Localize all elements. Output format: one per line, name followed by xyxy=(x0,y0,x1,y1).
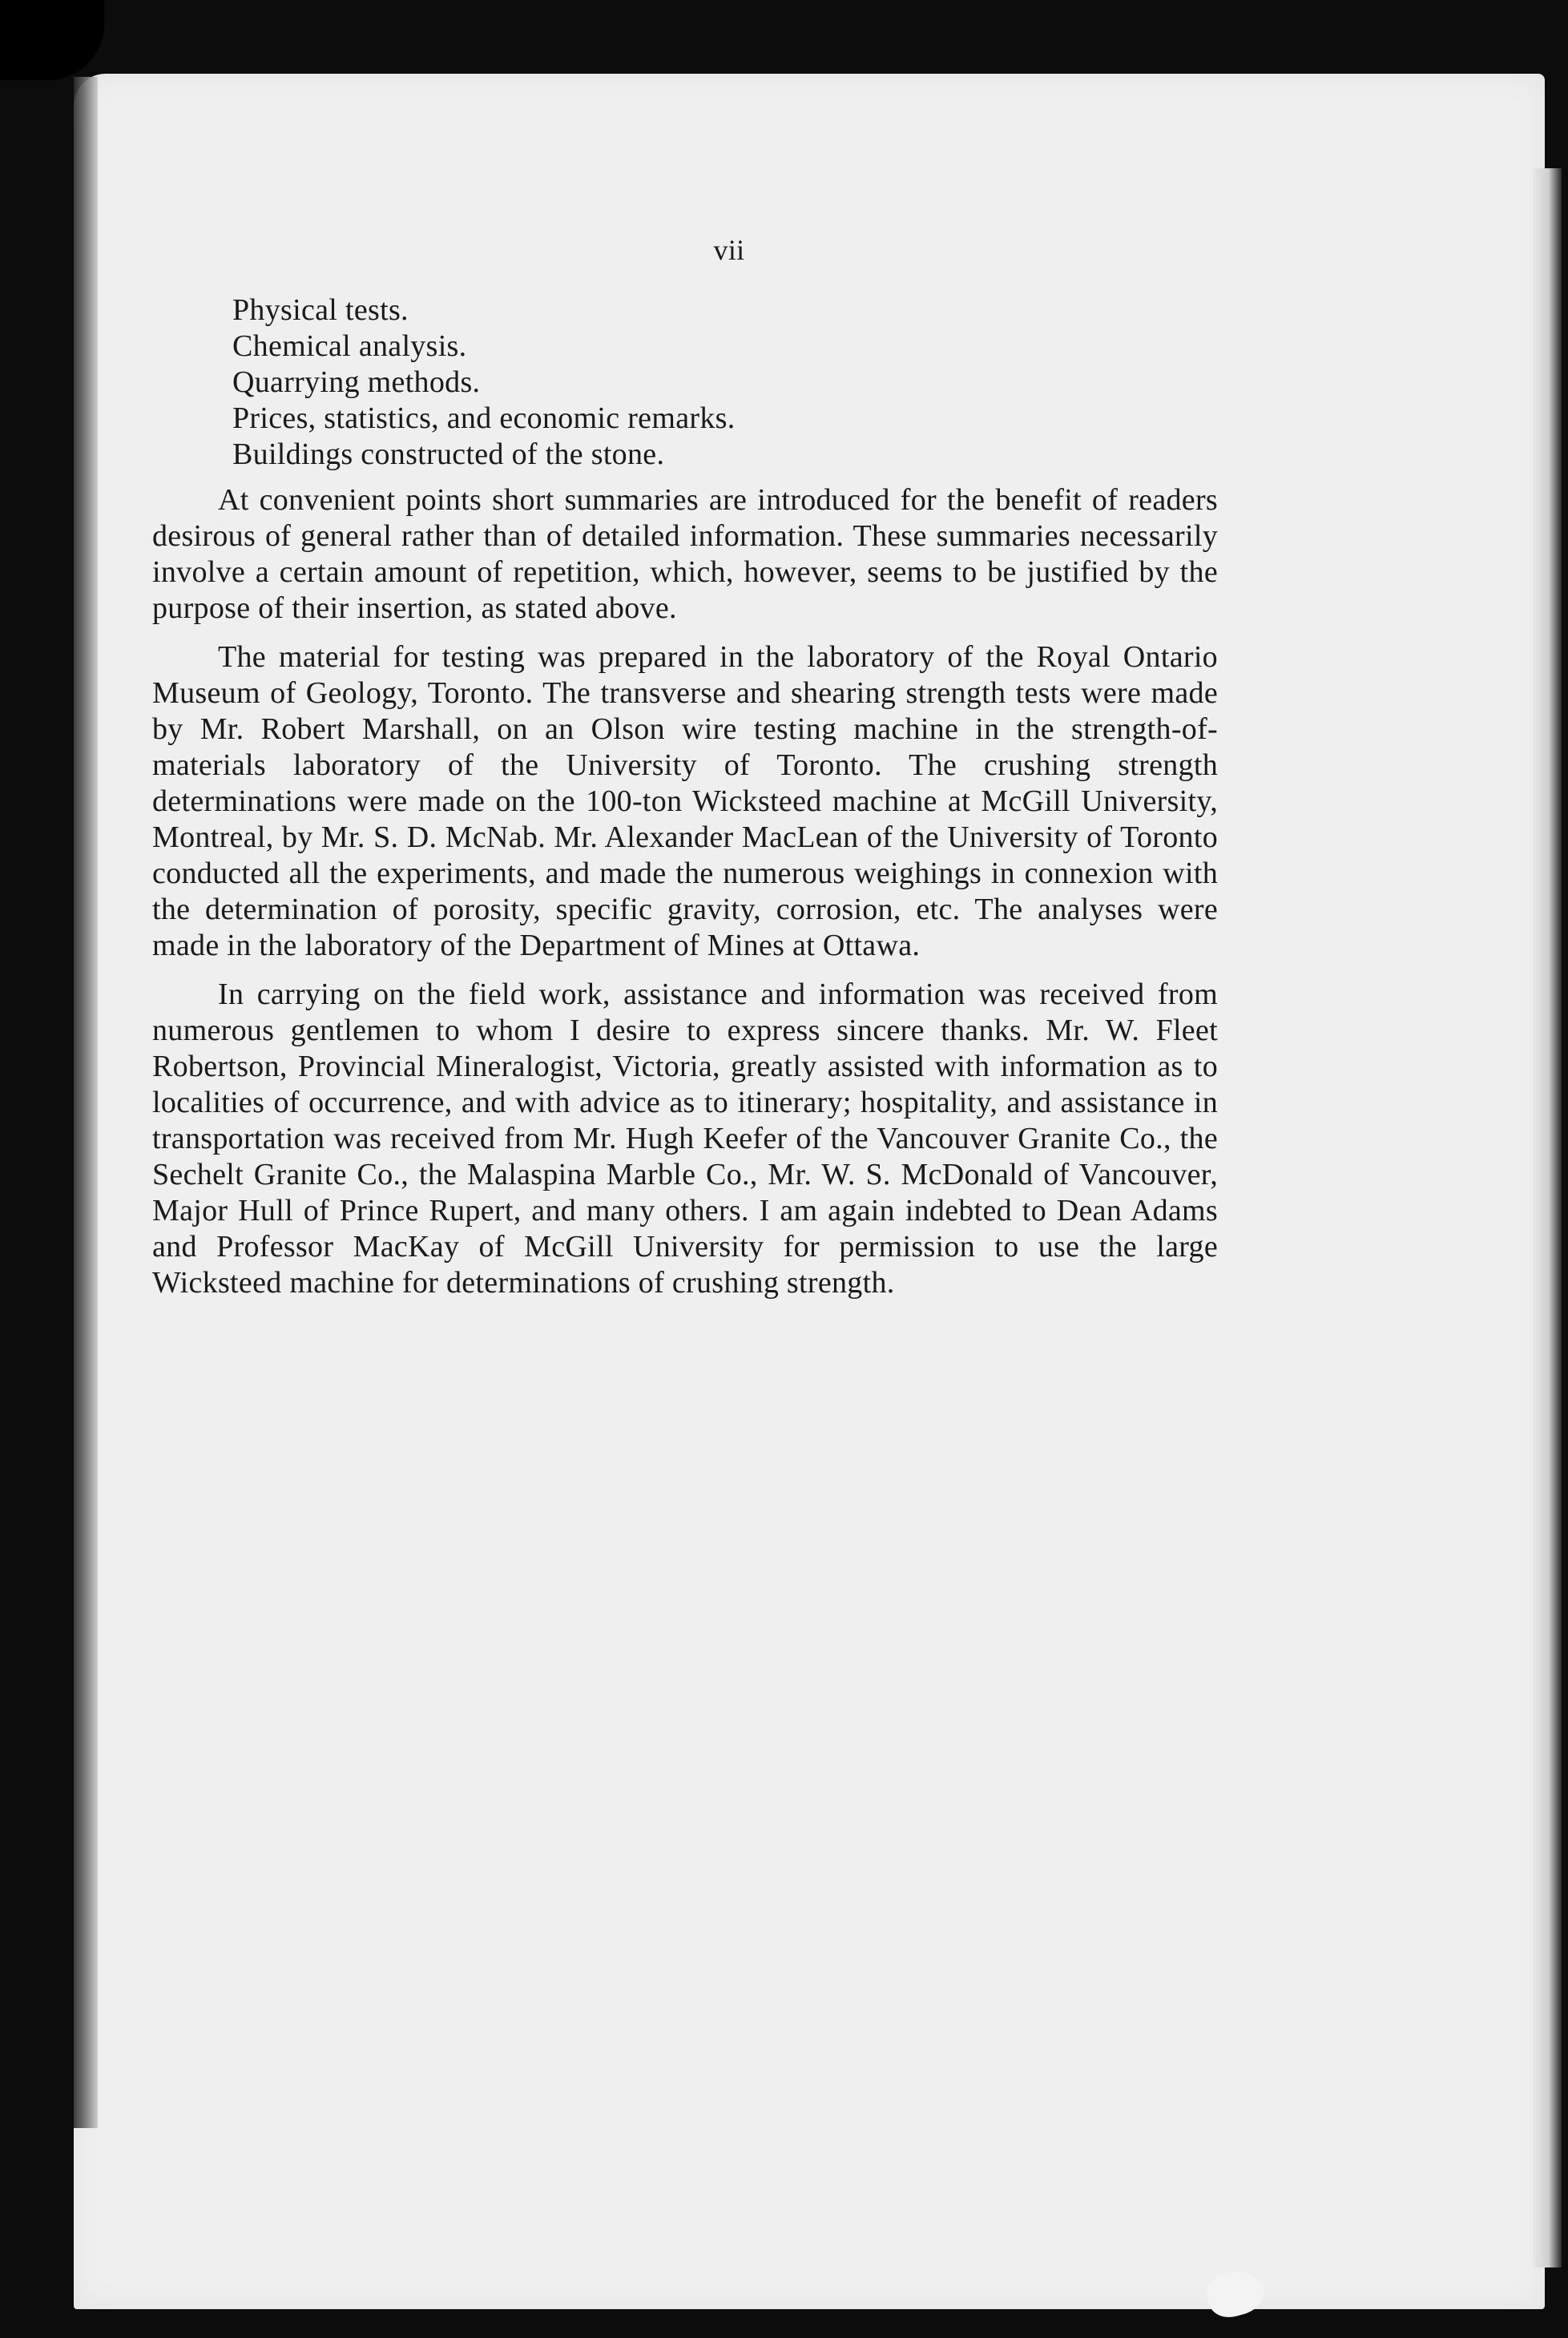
paragraph-testing: The material for testing was prepared in the laboratory of the Royal Ontario Museum of Geology, Toronto. The transverse and shearing strength tests were made by Mr. Robert Marshall, on an Olson wire testing machine in the strength-of-materials laboratory of the University of Toronto. The crushing strength determinations were made on the 100-ton Wicksteed machine at McGill University, Montreal, by Mr. S. D. McNab. Mr. Alexander MacLean of the University of Toronto conducted all the experiments, and made the numerous weighings in connexion with the determination of porosity, specific gravity, corrosion, etc. The analyses were made in the laboratory of the Department of Mines at Ottawa. xyxy=(152,640,1218,962)
paragraph-summaries: At convenient points short summaries are introduced for the benefit of readers desirous of general rather than of detailed information. These summaries necessarily involve a certain amount of repetition, which, however, seems to be justified by the purpose of their insertion, as stated above. xyxy=(152,483,1218,625)
list-item: Buildings constructed of the stone. xyxy=(232,437,665,471)
page-number: vii xyxy=(713,234,745,266)
paragraph-acknowledgements: In carrying on the field work, assistance and information was received from numerous gentlemen to whom I desire to express sincere thanks. Mr. W. Fleet Robertson, Provincial Mineralogist, Victoria, greatly assisted with information as to localities of occurrence, and with advice as to itinerary; hospitality, and assistance in transportation was received from Mr. Hugh Keefer of the Vancouver Granite Co., the Sechelt Granite Co., the Malaspina Marble Co., Mr. W. S. McDonald of Vancouver, Major Hull of Prince Rupert, and many others. I am again indebted to Dean Adams and Professor MacKay of McGill University for permission to use the large Wicksteed machine for determinations of crushing strength. xyxy=(152,978,1218,1300)
contents-list xyxy=(232,292,1218,473)
list-item: Physical tests. xyxy=(232,293,409,327)
list-item: Quarrying methods. xyxy=(232,365,481,399)
list-item: Prices, statistics, and economic remarks. xyxy=(232,401,736,435)
list-item: Chemical analysis. xyxy=(232,329,467,363)
page-content xyxy=(152,232,1218,1314)
page-right-edge xyxy=(1533,168,1562,2267)
page-gutter-edge xyxy=(74,77,98,2128)
